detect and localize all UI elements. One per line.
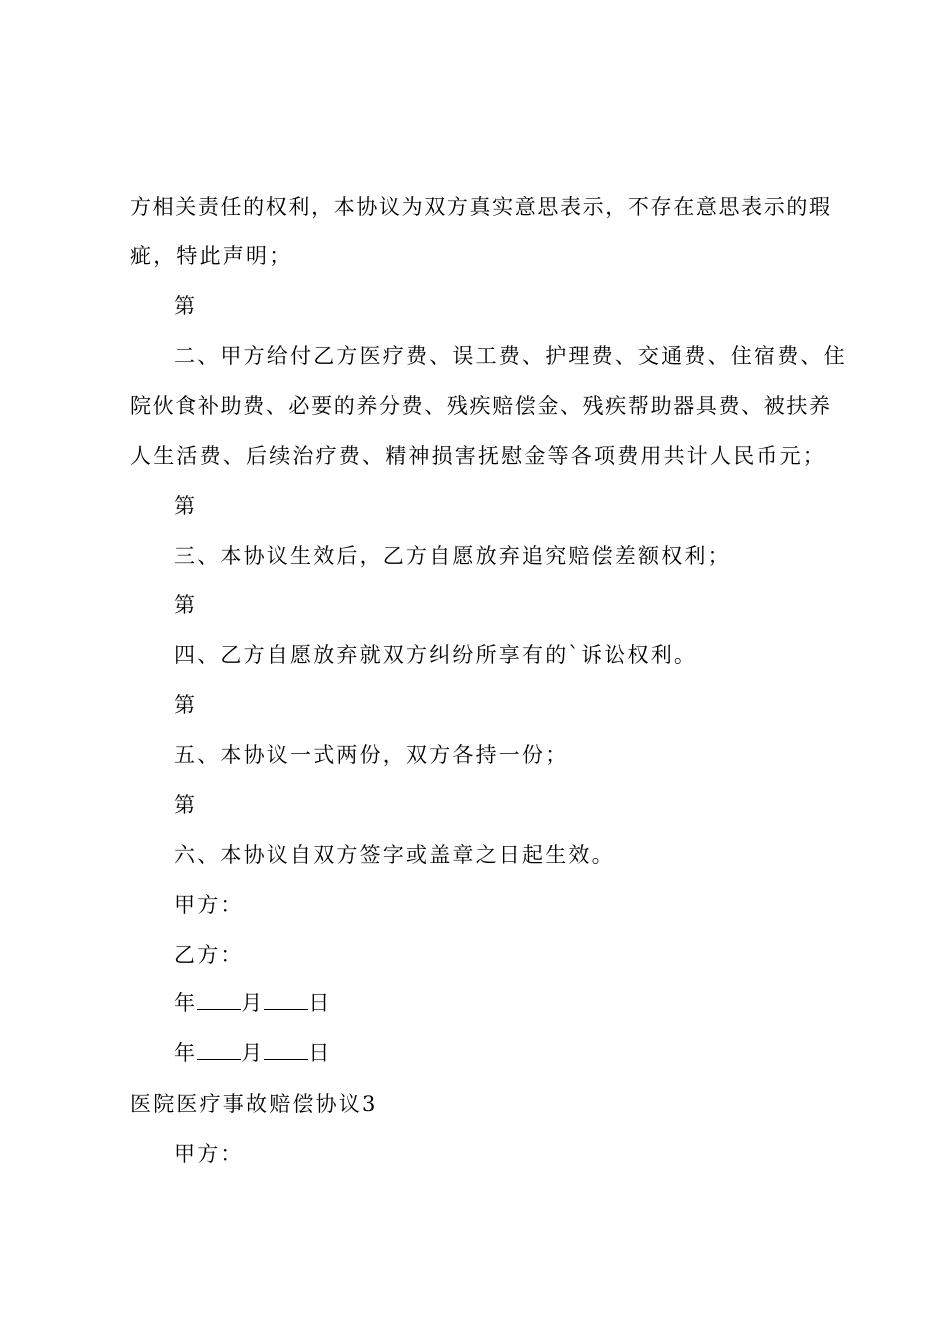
party-a-signature-label: 甲方： xyxy=(174,893,244,917)
date-day-label: 日 xyxy=(308,1041,332,1065)
clause-4: 四、乙方自愿放弃就双方纠纷所享有的`诉讼权利。 xyxy=(174,643,698,667)
year-blank xyxy=(197,991,241,1010)
date-month-label: 月 xyxy=(241,991,265,1015)
date-line-1 xyxy=(174,988,874,1018)
date-year-label: 年 xyxy=(174,991,198,1015)
month-blank xyxy=(264,991,308,1010)
paragraph-line: 方相关责任的权利，本协议为双方真实意思表示，不存在意思表示的瑕 xyxy=(130,195,830,219)
month-blank xyxy=(264,1041,308,1060)
clause-3: 三、本协议生效后，乙方自愿放弃追究赔偿差额权利； xyxy=(174,544,731,568)
party-b-signature-label: 乙方： xyxy=(174,943,244,967)
section-title: 医院医疗事故赔偿协议3 xyxy=(130,1092,378,1116)
date-month-label: 月 xyxy=(241,1041,265,1065)
date-year-label: 年 xyxy=(174,1041,198,1065)
article-marker: 第 xyxy=(174,494,198,518)
article-marker: 第 xyxy=(174,693,198,717)
date-line-2 xyxy=(174,1038,874,1068)
year-blank xyxy=(197,1041,241,1060)
clause-5: 五、本协议一式两份，双方各持一份； xyxy=(174,743,569,767)
date-day-label: 日 xyxy=(308,991,332,1015)
article-marker: 第 xyxy=(174,294,198,318)
next-party-a-label: 甲方： xyxy=(174,1142,244,1166)
article-marker: 第 xyxy=(174,793,198,817)
clause-2-line-3: 人生活费、后续治疗费、精神损害抚慰金等各项费用共计人民币元； xyxy=(130,444,826,468)
clause-2-line-1: 二、甲方给付乙方医疗费、误工费、护理费、交通费、住宿费、住 xyxy=(174,344,847,368)
article-marker: 第 xyxy=(174,593,198,617)
paragraph-line: 疵，特此声明； xyxy=(130,244,293,268)
clause-6: 六、本协议自双方签字或盖章之日起生效。 xyxy=(174,843,615,867)
clause-2-line-2: 院伙食补助费、必要的养分费、残疾赔偿金、残疾帮助器具费、被扶养 xyxy=(130,394,830,418)
